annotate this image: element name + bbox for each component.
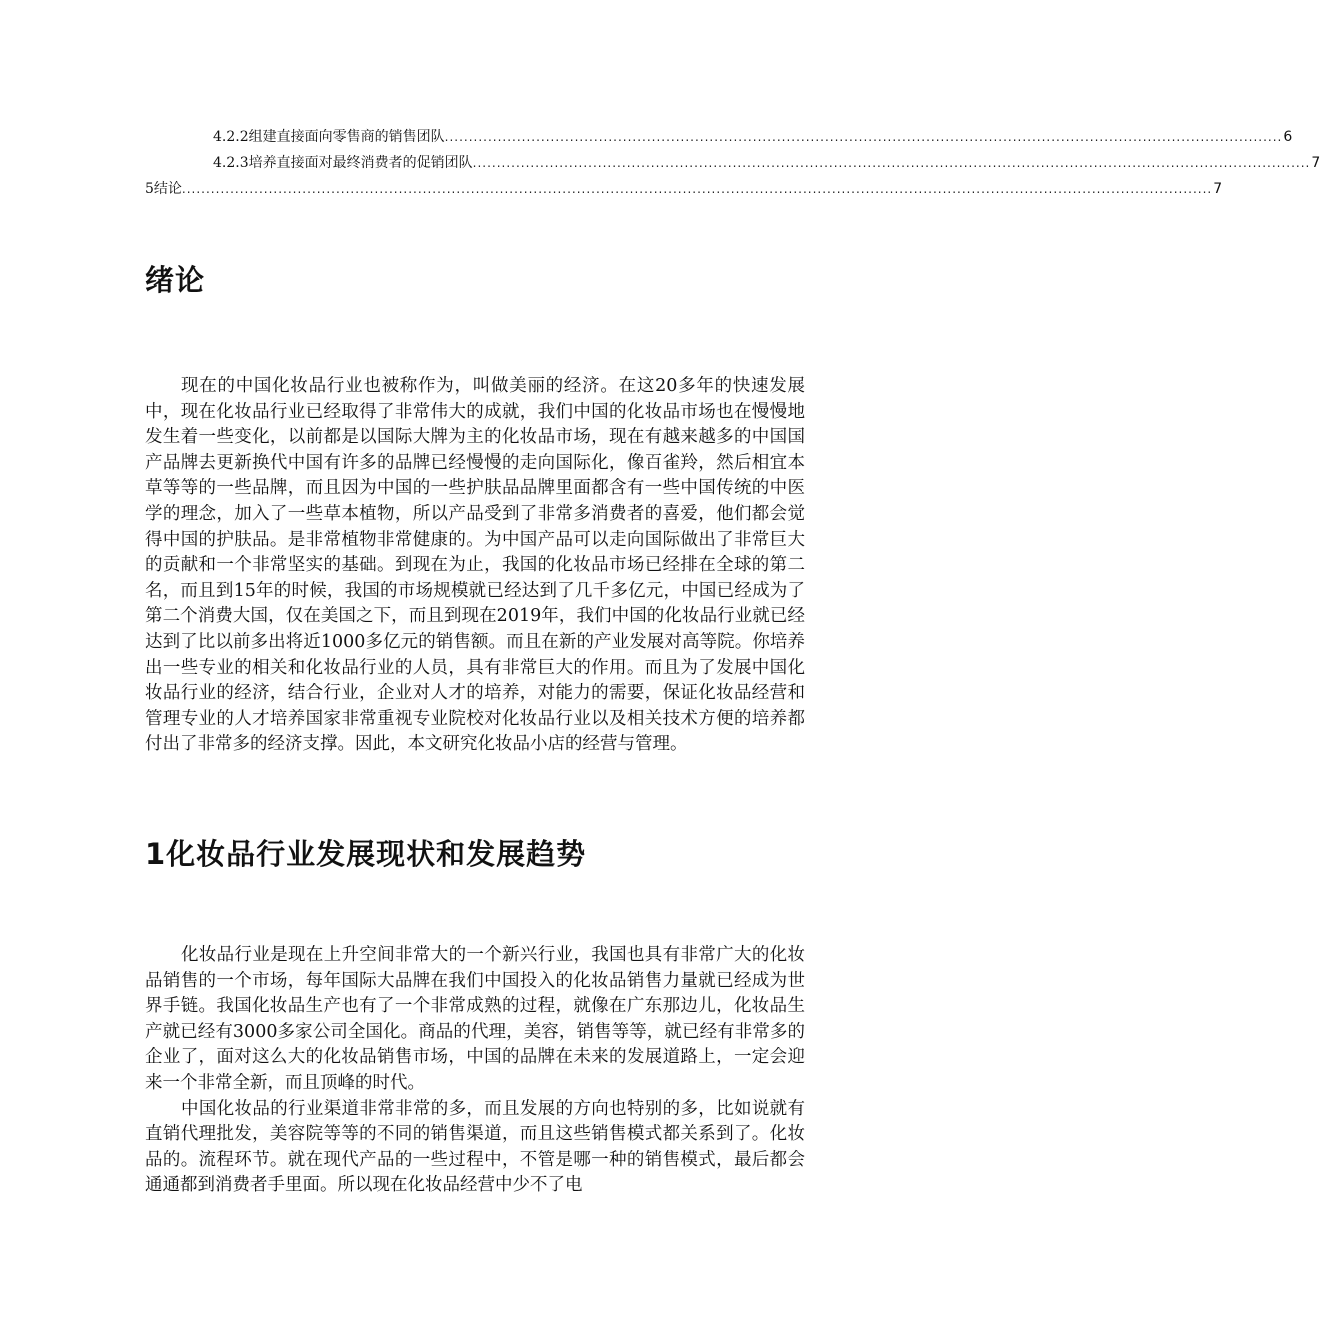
toc-page-number: 6	[1283, 129, 1293, 145]
toc-leader-dots: ..............................................................................................................................................................................	[472, 156, 1311, 170]
toc-entry[interactable]	[145, 178, 1223, 204]
paragraph: 化妆品行业是现在上升空间非常大的一个新兴行业，我国也具有非常广大的化妆品销售的一个市场，每年国际大品牌在我们中国投入的化妆品销售力量就已经成为世界手链。我国化妆品生产也有了一个非常成熟的过程，就像在广东那边儿，化妆品生产就已经有3000多家公司全国化。商品的代理，美容，销售等等，就已经有非常多的企业了，面对这么大的化妆品销售市场，中国的品牌在未来的发展道路上，一定会迎来一个非常全新，而且顶峰的时代。	[145, 945, 805, 1093]
toc-page-number: 7	[1311, 155, 1320, 171]
toc-entry-label: 4.2.3培养直接面对最终消费者的促销团队	[213, 155, 473, 171]
paragraph: 中国化妆品的行业渠道非常非常的多，而且发展的方向也特别的多，比如说就有直销代理批发，美容院等等的不同的销售渠道，而且这些销售模式都关系到了。化妆品的。流程环节。就在现代产品的一些过程中，不管是哪一种的销售模式，最后都会通通都到消费者手里面。所以现在化妆品经营中少不了电	[145, 1098, 805, 1196]
section-heading-intro: 绪论	[145, 263, 206, 297]
toc-entry-label: 5结论	[145, 181, 182, 197]
toc-leader-dots: ..............................................................................................................................................................................	[444, 130, 1283, 144]
intro-body	[145, 374, 805, 758]
toc-entry[interactable]	[145, 126, 1293, 152]
toc-entry-label: 4.2.2组建直接面向零售商的销售团队	[213, 129, 445, 145]
section-1-body	[145, 943, 805, 1199]
table-of-contents	[145, 126, 1320, 204]
toc-page-number: 7	[1213, 181, 1223, 197]
paragraph: 现在的中国化妆品行业也被称作为，叫做美丽的经济。在这20多年的快速发展中，现在化妆品行业已经取得了非常伟大的成就，我们中国的化妆品市场也在慢慢地发生着一些变化，以前都是以国际大牌为主的化妆品市场，现在有越来越多的中国国产品牌去更新换代中国有许多的品牌已经慢慢的走向国际化，像百雀羚，然后相宜本草等等的一些品牌，而且因为中国的一些护肤品品牌里面都含有一些中国传统的中医学的理念，加入了一些草本植物，所以产品受到了非常多消费者的喜爱，他们都会觉得中国的护肤品。是非常植物非常健康的。为中国产品可以走向国际做出了非常巨大的贡献和一个非常坚实的基础。到现在为止，我国的化妆品市场已经排在全球的第二名，而且到15年的时候，我国的市场规模就已经达到了几千多亿元，中国已经成为了第二个消费大国，仅在美国之下，而且到现在2019年，我们中国的化妆品行业就已经达到了比以前多出将近1000多亿元的销售额。而且在新的产业发展对高等院。你培养出一些专业的相关和化妆品行业的人员，具有非常巨大的作用。而且为了发展中国化妆品行业的经济，结合行业，企业对人才的培养，对能力的需要，保证化妆品经营和管理专业的人才培养国家非常重视专业院校对化妆品行业以及相关技术方便的培养都付出了非常多的经济支撑。因此，本文研究化妆品小店的经营与管理。	[145, 376, 805, 755]
toc-entry[interactable]	[145, 152, 1320, 178]
section-heading-1: 1化妆品行业发展现状和发展趋势	[145, 837, 587, 871]
toc-leader-dots: ......................................................................................................................................................................................................................	[181, 182, 1213, 196]
